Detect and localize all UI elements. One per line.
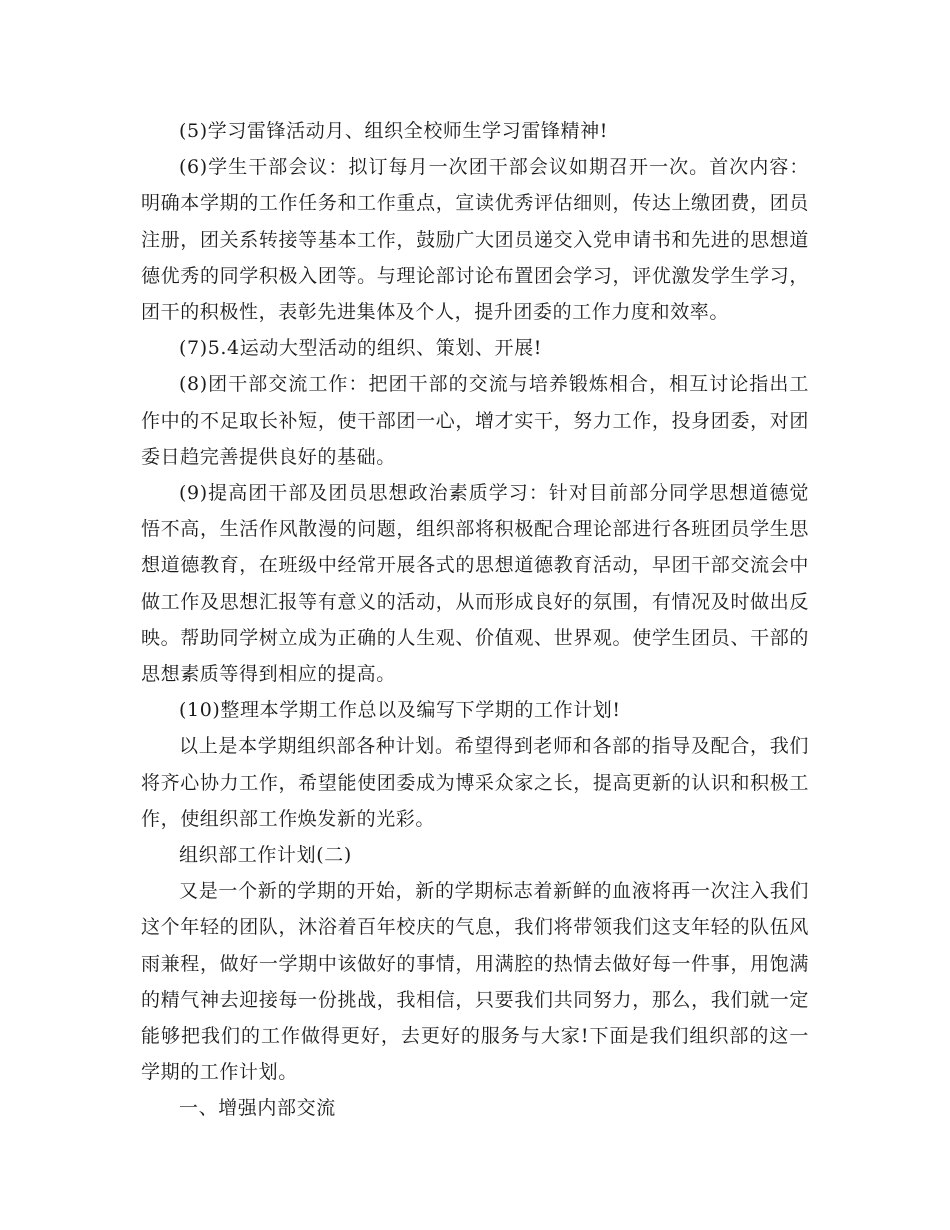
paragraph-intro: 又是一个新的学期的开始，新的学期标志着新鲜的血液将再一次注入我们这个年轻的团队，沐浴着百年校庆的气息，我们将带领我们这支年轻的队伍风雨兼程，做好一学期中该做好的事情，用满腔的热情去做好每一件事，用饱满的精气神去迎接每一份挑战，我相信，只要我们共同努力，那么，我们就一定能够把我们的工作做得更好，去更好的服务与大家!下面是我们组织部的这一学期的工作计划。: [141, 880, 809, 1084]
paragraph-item-8: (8)团干部交流工作：把团干部的交流与培养锻炼相合，相互讨论指出工作中的不足取长补短，使干部团一心，增才实干，努力工作，投身团委，对团委日趋完善提供良好的基础。: [141, 373, 809, 468]
section-heading: 一、增强内部交流: [179, 1097, 336, 1120]
paragraph-item-10: (10)整理本学期工作总以及编写下学期的工作计划!: [179, 699, 621, 722]
paragraph-item-7: (7)5.4运动大型活动的组织、策划、开展!: [179, 337, 542, 360]
paragraph-item-9: (9)提高团干部及团员思想政治素质学习：针对目前部分同学思想道德觉悟不高，生活作风散漫的问题，组织部将积极配合理论部进行各班团员学生思想道德教育，在班级中经常开展各式的思想道德教育活动，早团干部交流会中做工作及思想汇报等有意义的活动，从而形成良好的氛围，有情况及时做出反映。帮助同学树立成为正确的人生观、价值观、世界观。使学生团员、干部的思想素质等得到相应的提高。: [141, 482, 809, 686]
paragraph-item-5: (5)学习雷锋活动月、组织全校师生学习雷锋精神!: [179, 120, 608, 142]
paragraph-item-6: (6)学生干部会议：拟订每月一次团干部会议如期召开一次。首次内容：明确本学期的工作任务和工作重点，宣读优秀评估细则，传达上缴团费，团员注册，团关系转接等基本工作，鼓励广大团员递交入党申请书和先进的思想道德优秀的同学积极入团等。与理论部讨论布置团会学习，评优激发学生学习，团干的积极性，表彰先进集体及个人，提升团委的工作力度和效率。: [141, 156, 809, 324]
paragraph-summary: 以上是本学期组织部各种计划。希望得到老师和各部的指导及配合，我们将齐心协力工作，希望能使团委成为博采众家之长，提高更新的认识和积极工作，使组织部工作焕发新的光彩。: [141, 735, 809, 830]
section-title: 组织部工作计划(二): [179, 844, 352, 867]
document-body: [141, 113, 809, 1127]
